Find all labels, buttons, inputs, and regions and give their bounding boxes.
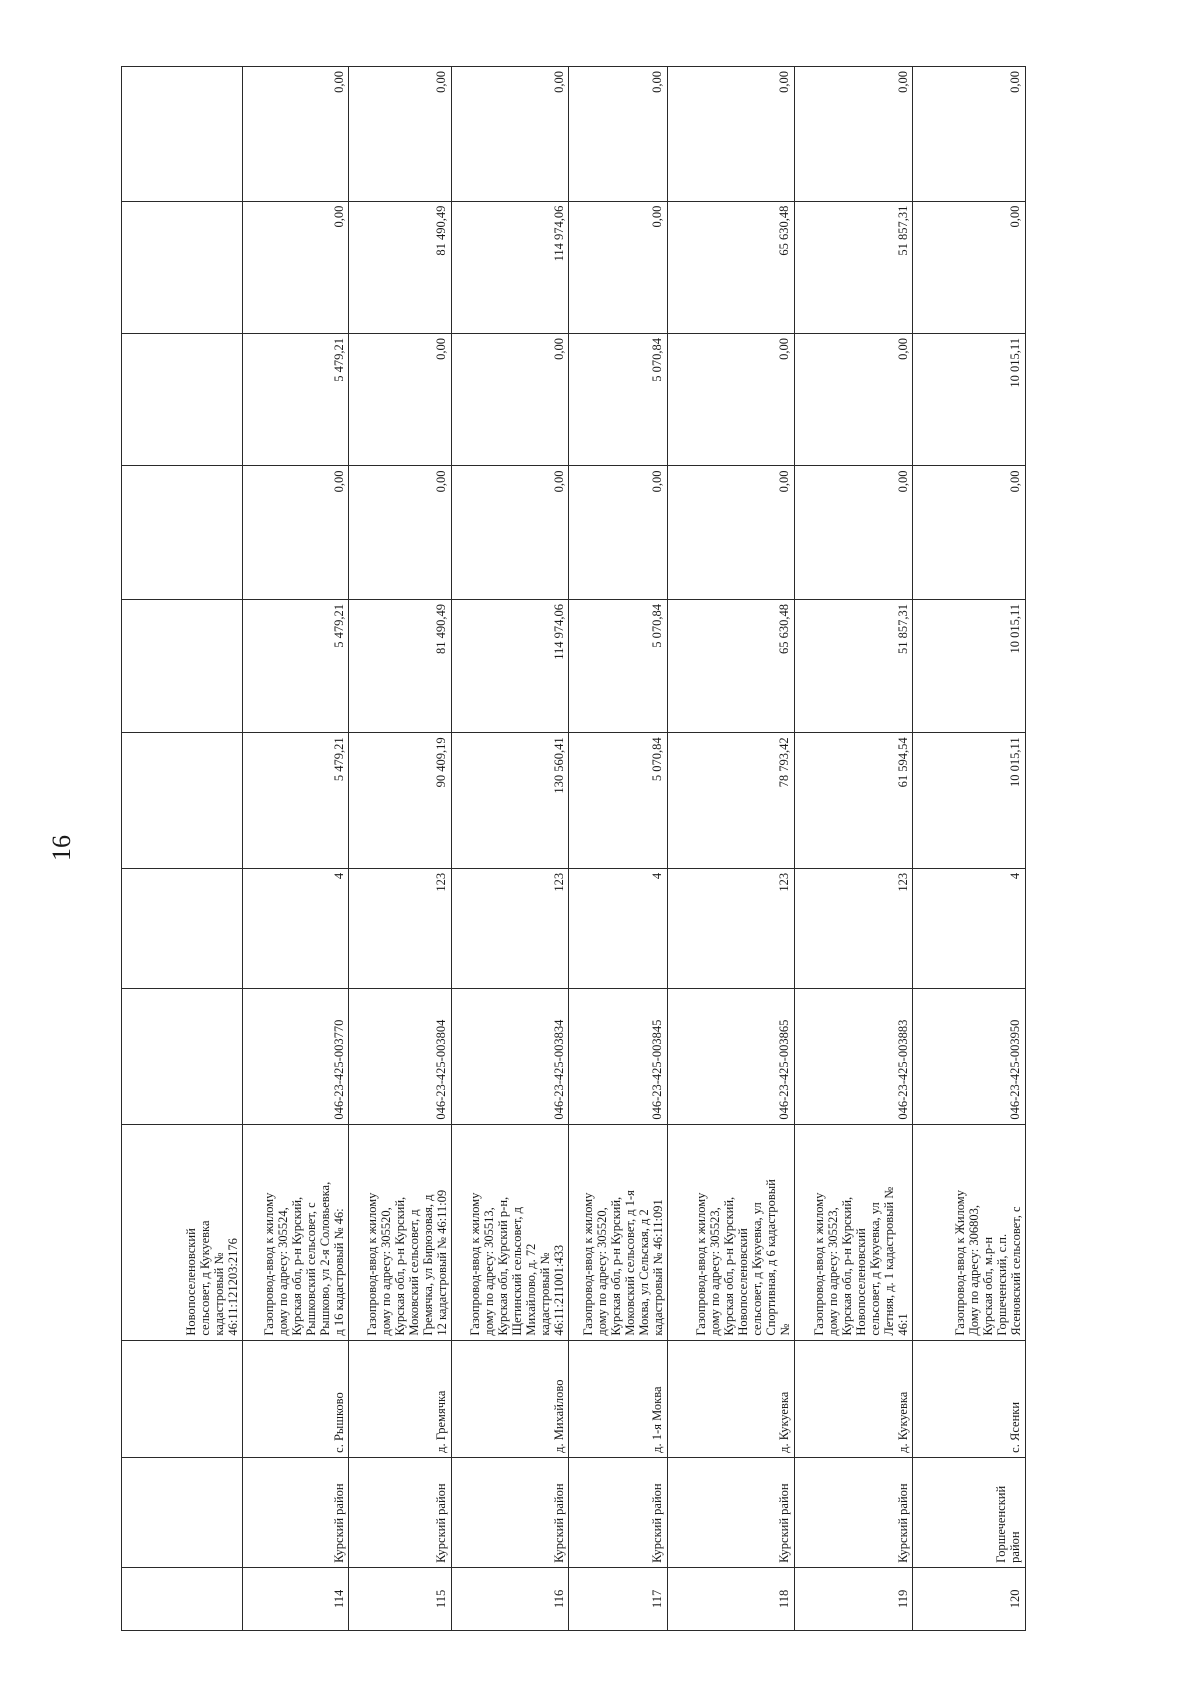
description-line: Газопровод-ввод к Жилому (953, 1190, 967, 1336)
description-line: Дому по адресу: 306803, (967, 1205, 981, 1336)
description-line: дому по адресу: 305523, (707, 1207, 722, 1336)
district-cell: Курский район (569, 1457, 667, 1567)
description-line: дому по адресу: 305523, (826, 1207, 841, 1336)
row-number-cell: 118 (667, 1567, 794, 1630)
amount-cell-v5: 65 630,48 (667, 201, 794, 333)
amount-cell-v1: 5 479,21 (242, 733, 348, 869)
object-description-cell (913, 1124, 1026, 1340)
object-id-cell: 046-23-425-003865 (667, 989, 794, 1125)
description-line: Газопровод-ввод к жилому (262, 1192, 277, 1336)
table-body (122, 67, 1026, 1631)
row-number-cell (122, 1567, 243, 1630)
description-line: дому по адресу: 305520, (594, 1207, 609, 1336)
description-line: сельсовет, д Кукуевка (197, 1220, 212, 1336)
description-line: сельсовет, д Кукуевка, ул (868, 1202, 883, 1336)
description-line: Новопоселеновский (854, 1228, 869, 1336)
description-line: Новопоселеновский (183, 1228, 198, 1336)
empty-cell (122, 201, 243, 333)
description-line: Курская обл, р-н Курский, (840, 1196, 855, 1336)
amount-cell-v3: 0,00 (242, 466, 348, 599)
amount-cell-v5: 0,00 (242, 201, 348, 333)
description-line: Газопровод-ввод к жилому (580, 1192, 595, 1336)
description-line: Михайлово, д. 72 (524, 1243, 539, 1336)
empty-cell (122, 67, 243, 202)
description-line: 12 кадастровый № 46:11:09 (434, 1189, 449, 1336)
locality-cell: с. Ясенки (913, 1340, 1026, 1457)
description-line: Щетинский сельсовет, д (510, 1207, 525, 1336)
locality-cell: с. Рышково (242, 1340, 348, 1457)
description-line: Рышковский сельсовет, с (304, 1202, 319, 1336)
amount-cell-v6: 0,00 (794, 67, 913, 202)
amount-cell-v5: 114 974,06 (451, 201, 569, 333)
description-line: Курская обл, м.р-н (981, 1236, 995, 1336)
amount-cell-v4: 0,00 (794, 334, 913, 466)
amount-cell-v3: 0,00 (349, 466, 451, 599)
empty-cell (122, 989, 243, 1125)
row-number-cell: 114 (242, 1567, 348, 1630)
amount-cell-v3: 0,00 (667, 466, 794, 599)
description-line: кадастровый № (538, 1252, 553, 1336)
empty-cell (122, 334, 243, 466)
district-cell: Курский район (667, 1457, 794, 1567)
amount-cell-v6: 0,00 (569, 67, 667, 202)
category-cell: 4 (569, 868, 667, 988)
rotated-table-container (121, 66, 1026, 1631)
description-line: Горшеченский, с.п. (995, 1233, 1009, 1336)
amount-cell-v5: 51 857,31 (794, 201, 913, 333)
category-cell: 123 (794, 868, 913, 988)
description-line: Газопровод-ввод к жилому (364, 1192, 379, 1336)
table-row (242, 67, 348, 1631)
amount-cell-v3: 0,00 (451, 466, 569, 599)
amount-cell-v3: 0,00 (794, 466, 913, 599)
amount-cell-v6: 0,00 (913, 67, 1026, 202)
description-line: дому по адресу: 305513, (482, 1207, 497, 1336)
description-line: 46:1 (896, 1313, 911, 1336)
locality-cell: д. Кукуевка (667, 1340, 794, 1457)
district-cell: Курский район (794, 1457, 913, 1567)
object-id-cell: 046-23-425-003804 (349, 989, 451, 1125)
object-description-cell (667, 1124, 794, 1340)
amount-cell-v3: 0,00 (913, 466, 1026, 599)
amount-cell-v5: 0,00 (913, 201, 1026, 333)
row-number-cell: 120 (913, 1567, 1026, 1630)
amount-cell-v4: 0,00 (667, 334, 794, 466)
page-number: 16 (47, 835, 76, 861)
category-cell: 4 (242, 868, 348, 988)
category-cell: 123 (667, 868, 794, 988)
locality-cell: д. Кукуевка (794, 1340, 913, 1457)
description-line: Ясеновский сельсовет, с (1009, 1206, 1023, 1336)
empty-cell (122, 599, 243, 732)
description-line: кадастровый № 46:11:091 (650, 1199, 665, 1336)
object-id-cell: 046-23-425-003950 (913, 989, 1026, 1125)
registry-table (121, 66, 1026, 1631)
locality-cell (122, 1340, 243, 1457)
continuation-row (122, 67, 243, 1631)
category-cell: 4 (913, 868, 1026, 988)
amount-cell-v4: 5 479,21 (242, 334, 348, 466)
description-line: Газопровод-ввод к жилому (812, 1192, 827, 1336)
description-line: дому по адресу: 305520, (378, 1207, 393, 1336)
amount-cell-v6: 0,00 (242, 67, 348, 202)
amount-cell-v2: 114 974,06 (451, 599, 569, 732)
description-line: Курская обл, р-н Курский, (290, 1196, 305, 1336)
object-description-cell (794, 1124, 913, 1340)
row-number-cell: 115 (349, 1567, 451, 1630)
description-line: д 16 кадастровый № 46: (332, 1208, 347, 1336)
description-line: № (777, 1323, 792, 1336)
table-row (349, 67, 451, 1631)
amount-cell-v2: 10 015,11 (913, 599, 1026, 732)
description-line: Новопоселеновский (735, 1228, 750, 1336)
object-id-cell: 046-23-425-003834 (451, 989, 569, 1125)
district-cell: Горшеченский район (913, 1457, 1026, 1567)
table-row (794, 67, 913, 1631)
amount-cell-v6: 0,00 (349, 67, 451, 202)
amount-cell-v2: 81 490,49 (349, 599, 451, 732)
table-row (913, 67, 1026, 1631)
category-cell: 123 (349, 868, 451, 988)
locality-cell: д. Михайлово (451, 1340, 569, 1457)
object-id-cell: 046-23-425-003770 (242, 989, 348, 1125)
description-line: сельсовет, д Кукуевка, ул (749, 1202, 764, 1336)
amount-cell-v2: 5 479,21 (242, 599, 348, 732)
description-line: Моква, ул Сельская, д 2 (636, 1209, 651, 1336)
description-line: дому по адресу: 305524, (276, 1207, 291, 1336)
description-line: Моковский сельсовет, д 1-я (622, 1190, 637, 1336)
description-line: Газопровод-ввод к жилому (468, 1192, 483, 1336)
empty-cell (122, 868, 243, 988)
description-line: Моковский сельсовет, д (406, 1209, 421, 1336)
table-row (569, 67, 667, 1631)
row-number-cell: 116 (451, 1567, 569, 1630)
object-id-cell: 046-23-425-003845 (569, 989, 667, 1125)
amount-cell-v2: 51 857,31 (794, 599, 913, 732)
amount-cell-v1: 10 015,11 (913, 733, 1026, 869)
locality-cell: д. Гремячка (349, 1340, 451, 1457)
object-description-cell (122, 1124, 243, 1340)
amount-cell-v1: 90 409,19 (349, 733, 451, 869)
row-number-cell: 119 (794, 1567, 913, 1630)
description-line: Курская обл, р-н Курский, (608, 1196, 623, 1336)
amount-cell-v2: 65 630,48 (667, 599, 794, 732)
amount-cell-v2: 5 070,84 (569, 599, 667, 732)
object-description-cell (349, 1124, 451, 1340)
description-line: Курская обл, Курский р-н, (496, 1196, 511, 1336)
amount-cell-v1: 130 560,41 (451, 733, 569, 869)
amount-cell-v4: 0,00 (349, 334, 451, 466)
description-line: Летняя, д. 1 кадастровый № (882, 1186, 897, 1336)
category-cell: 123 (451, 868, 569, 988)
amount-cell-v6: 0,00 (667, 67, 794, 202)
object-description-cell (569, 1124, 667, 1340)
table-row (667, 67, 794, 1631)
district-cell: Курский район (349, 1457, 451, 1567)
amount-cell-v1: 78 793,42 (667, 733, 794, 869)
district-cell (122, 1457, 243, 1567)
description-line: Курская обл, р-н Курский, (721, 1196, 736, 1336)
description-line: 46:11:121203:2176 (225, 1238, 240, 1336)
amount-cell-v4: 5 070,84 (569, 334, 667, 466)
description-line: кадастровый № (211, 1252, 226, 1336)
amount-cell-v1: 61 594,54 (794, 733, 913, 869)
empty-cell (122, 733, 243, 869)
table-row (451, 67, 569, 1631)
amount-cell-v1: 5 070,84 (569, 733, 667, 869)
object-id-cell: 046-23-425-003883 (794, 989, 913, 1125)
object-description-cell (451, 1124, 569, 1340)
locality-cell: д. 1-я Моква (569, 1340, 667, 1457)
description-line: Спортивная, д 6 кадастровый (763, 1179, 778, 1336)
description-line: 46:11:211001:433 (552, 1244, 567, 1336)
description-line: Гремячка, ул Бирюзовая, д (420, 1194, 435, 1336)
amount-cell-v5: 81 490,49 (349, 201, 451, 333)
amount-cell-v4: 0,00 (451, 334, 569, 466)
description-line: Курская обл, р-н Курский, (392, 1196, 407, 1336)
amount-cell-v5: 0,00 (569, 201, 667, 333)
object-description-cell (242, 1124, 348, 1340)
description-line: Газопровод-ввод к жилому (693, 1192, 708, 1336)
amount-cell-v6: 0,00 (451, 67, 569, 202)
district-cell: Курский район (451, 1457, 569, 1567)
row-number-cell: 117 (569, 1567, 667, 1630)
description-line: Рышково, ул 2-я Соловьевка, (318, 1181, 333, 1336)
empty-cell (122, 466, 243, 599)
amount-cell-v3: 0,00 (569, 466, 667, 599)
district-cell: Курский район (242, 1457, 348, 1567)
amount-cell-v4: 10 015,11 (913, 334, 1026, 466)
